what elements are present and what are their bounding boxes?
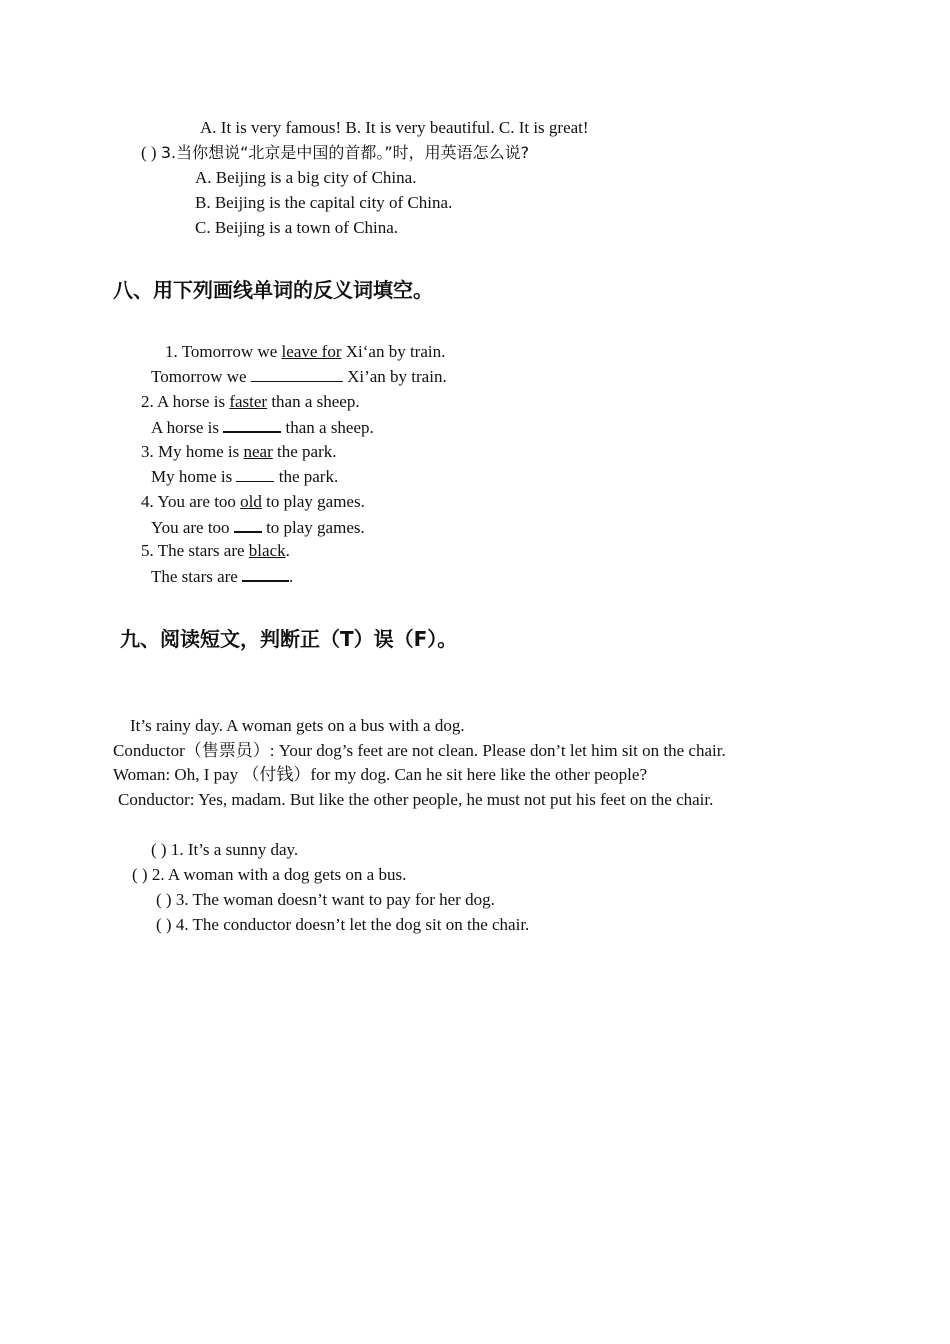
question-text: 3.当你想说“北京是中国的首都。”时，用英语怎么说? (160, 143, 530, 162)
sentence-text: My home is (151, 467, 237, 486)
question-text: 1. It’s a sunny day. (170, 840, 299, 859)
tf-question-2 (132, 864, 406, 886)
sentence-text: than a sheep. (281, 418, 374, 437)
underlined-word: black (248, 541, 286, 560)
answer-blank[interactable] (223, 416, 281, 433)
underlined-word: leave for (281, 342, 342, 361)
q7-q3-option-a: A. Beijing is a big city of China. (195, 168, 417, 187)
q7-q3-stem (141, 142, 529, 164)
s8-item4-answer (151, 516, 365, 539)
passage-line-3: Woman: Oh, I pay （付钱）for my dog. Can he sit here like the other people? (113, 765, 647, 784)
sentence-text: . (289, 567, 294, 586)
section9-title: 九、阅读短文，判断正（T）误（F）。 (120, 627, 458, 651)
s8-item1-sentence (165, 341, 445, 363)
sentence-text: The stars are (151, 567, 243, 586)
s8-item2-sentence (141, 391, 360, 413)
answer-blank[interactable] (236, 466, 274, 482)
s8-item1-answer (151, 366, 447, 388)
tf-question-3 (156, 889, 495, 911)
answer-paren[interactable]: ( ) (132, 865, 148, 884)
tf-question-4 (156, 914, 529, 936)
answer-paren[interactable]: ( ) (156, 890, 172, 909)
sentence-text: the park. (274, 467, 339, 486)
q7-q3-option-b: B. Beijing is the capital city of China. (195, 193, 453, 212)
passage-line-2: Conductor（售票员）: Your dog’s feet are not clean. Please don’t let him sit on the chair. (113, 741, 726, 760)
sentence-text: 1. Tomorrow we (165, 342, 282, 361)
sentence-text: the park. (272, 442, 337, 461)
question-text: 4. The conductor doesn’t let the dog sit on the chair. (175, 915, 530, 934)
passage-line-4: Conductor: Yes, madam. But like the other people, he must not put his feet on the chair. (118, 790, 714, 809)
answer-paren: ( ) (141, 143, 157, 162)
sentence-text: Xi’an by train. (342, 367, 447, 386)
sentence-text: You are too (151, 518, 234, 537)
s8-item4-sentence (141, 491, 365, 513)
q7-q2-options: A. It is very famous! B. It is very beautiful. C. It is great! (200, 118, 589, 137)
question-text: 2. A woman with a dog gets on a bus. (151, 865, 407, 884)
sentence-text: 5. The stars are (141, 541, 249, 560)
s8-item5-answer (151, 565, 293, 588)
sentence-text: 2. A horse is (141, 392, 230, 411)
sentence-text: to play games. (261, 492, 365, 511)
s8-item5-sentence (141, 540, 290, 562)
answer-blank[interactable] (242, 565, 289, 582)
question-text: 3. The woman doesn’t want to pay for her dog. (175, 890, 495, 909)
answer-paren[interactable]: ( ) (151, 840, 167, 859)
answer-blank[interactable] (234, 516, 262, 533)
sentence-text: to play games. (261, 518, 365, 537)
answer-blank[interactable] (251, 366, 343, 382)
passage-line-1: It’s rainy day. A woman gets on a bus with a dog. (130, 716, 465, 735)
tf-question-1 (151, 839, 298, 861)
underlined-word: near (243, 442, 273, 461)
s8-item3-sentence (141, 441, 336, 463)
q7-q3-option-c: C. Beijing is a town of China. (195, 218, 399, 237)
sentence-text: Xi‘an by train. (341, 342, 446, 361)
section8-title: 八、用下列画线单词的反义词填空。 (113, 278, 433, 302)
sentence-text: than a sheep. (267, 392, 360, 411)
sentence-text: 4. You are too (141, 492, 241, 511)
s8-item2-answer (151, 416, 374, 439)
sentence-text: A horse is (151, 418, 224, 437)
sentence-text: Tomorrow we (151, 367, 251, 386)
answer-paren[interactable]: ( ) (156, 915, 172, 934)
underlined-word: faster (229, 392, 268, 411)
sentence-text: . (285, 541, 290, 560)
sentence-text: 3. My home is (141, 442, 244, 461)
underlined-word: old (240, 492, 262, 511)
s8-item3-answer (151, 466, 338, 488)
